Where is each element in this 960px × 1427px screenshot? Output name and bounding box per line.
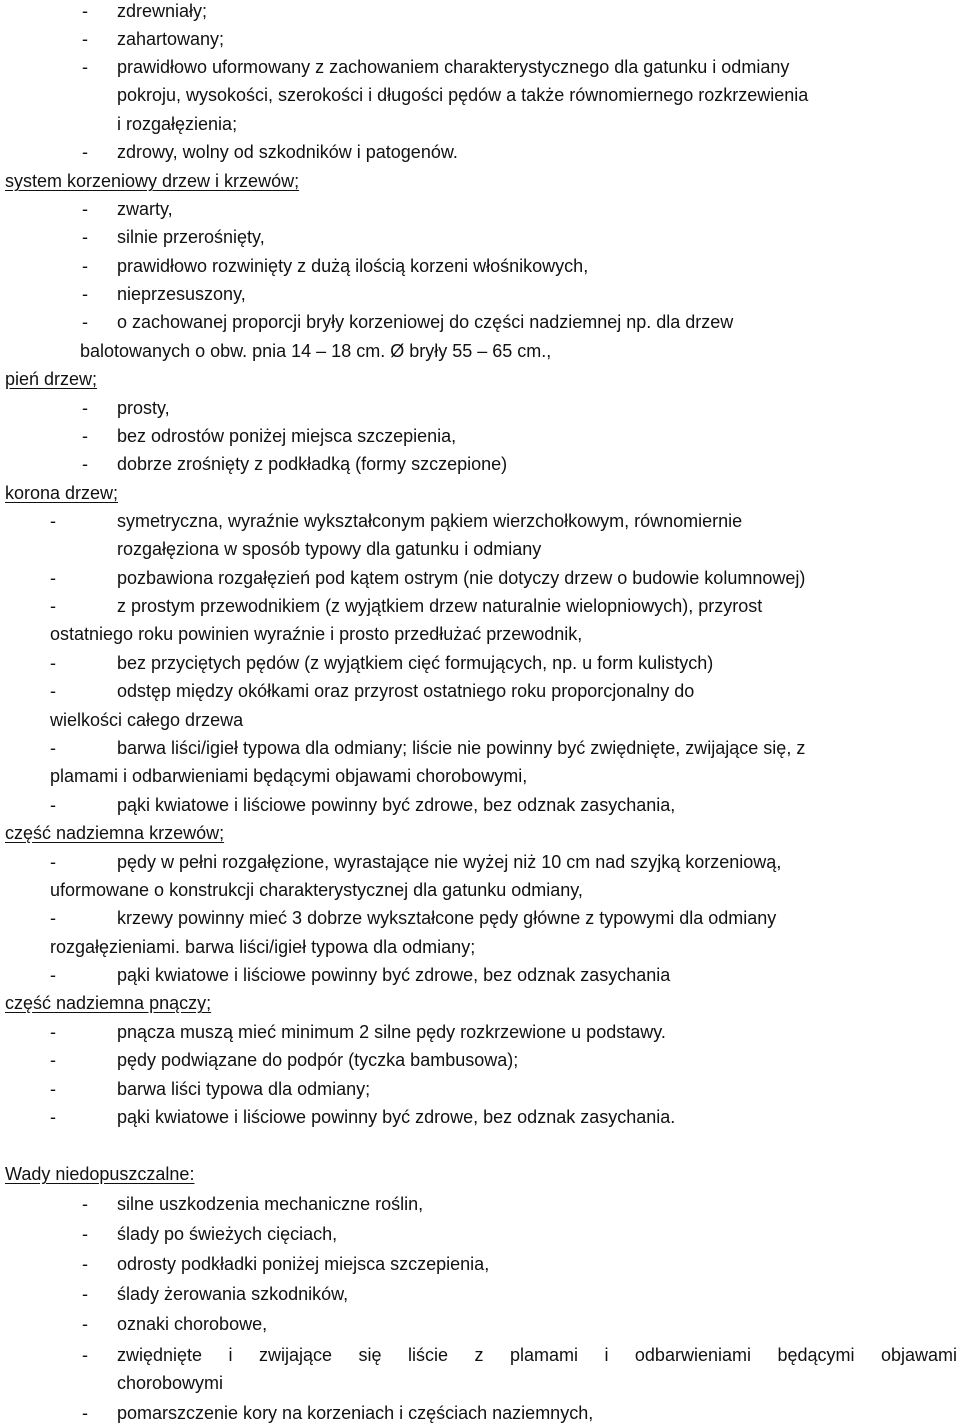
list-item: pędy w pełni rozgałęzione, wyrastające nie wyżej niż 10 cm nad szyjką korzeniową, bbox=[117, 852, 782, 872]
bullet: - bbox=[82, 1403, 88, 1423]
bullet: - bbox=[50, 653, 56, 673]
list-item: zdrewniały; bbox=[117, 1, 208, 21]
list-item: krzewy powinny mieć 3 dobrze wykształcone pędy główne z typowymi dla odmiany bbox=[117, 908, 777, 928]
bullet: - bbox=[82, 454, 88, 474]
section-heading-shrubs: część nadziemna krzewów; bbox=[5, 823, 225, 843]
word: odbarwieniami bbox=[634, 1345, 751, 1365]
list-item: silnie przerośnięty, bbox=[117, 227, 265, 247]
bullet: - bbox=[82, 1314, 88, 1334]
section-heading-climbers: część nadziemna pnączy; bbox=[5, 993, 212, 1013]
list-item-continuation: ostatniego roku powinien wyraźnie i prosto przedłużać przewodnik, bbox=[50, 624, 583, 644]
list-item: odrosty podkładki poniżej miejsca szczepienia, bbox=[117, 1254, 490, 1274]
list-item: odstęp między okółkami oraz przyrost ostatniego roku proporcjonalny do bbox=[117, 681, 695, 701]
bullet: - bbox=[82, 1254, 88, 1274]
list-item: barwa liści/igieł typowa dla odmiany; liście nie powinny być zwiędnięte, zwijające się, z bbox=[117, 738, 806, 758]
list-item: symetryczna, wyraźnie wykształconym pąkiem wierzchołkowym, równomiernie bbox=[117, 511, 743, 531]
bullet: - bbox=[50, 852, 56, 872]
bullet: - bbox=[82, 1284, 88, 1304]
word: się bbox=[358, 1345, 382, 1365]
bullet: - bbox=[82, 227, 88, 247]
list-item-continuation: rozgałęziona w sposób typowy dla gatunku i odmiany bbox=[117, 539, 542, 559]
list-item: zwarty, bbox=[117, 199, 173, 219]
bullet: - bbox=[50, 511, 56, 531]
bullet: - bbox=[82, 284, 88, 304]
list-item: ślady żerowania szkodników, bbox=[117, 1284, 349, 1304]
bullet: - bbox=[82, 312, 88, 332]
list-item: pąki kwiatowe i liściowe powinny być zdrowe, bez odznak zasychania. bbox=[117, 1107, 676, 1127]
word: i bbox=[228, 1345, 233, 1365]
list-item: nieprzesuszony, bbox=[117, 284, 246, 304]
word: zwijające bbox=[259, 1345, 333, 1365]
list-item: oznaki chorobowe, bbox=[117, 1314, 268, 1334]
bullet: - bbox=[82, 199, 88, 219]
word: plamami bbox=[509, 1345, 578, 1365]
bullet: - bbox=[50, 795, 56, 815]
word: liście bbox=[407, 1345, 448, 1365]
bullet: - bbox=[82, 426, 88, 446]
section-heading-crown: korona drzew; bbox=[5, 483, 119, 503]
list-item: o zachowanej proporcji bryły korzeniowej do części nadziemnej np. dla drzew bbox=[117, 312, 734, 332]
list-item: barwa liści typowa dla odmiany; bbox=[117, 1079, 371, 1099]
bullet: - bbox=[50, 1022, 56, 1042]
list-item: ślady po świeżych cięciach, bbox=[117, 1224, 338, 1244]
list-item-continuation: plamami i odbarwieniami będącymi objawami chorobowymi, bbox=[50, 766, 528, 786]
list-item: pomarszczenie kory na korzeniach i częściach naziemnych, bbox=[117, 1403, 594, 1423]
bullet: - bbox=[50, 681, 56, 701]
list-item: zahartowany; bbox=[117, 29, 225, 49]
bullet: - bbox=[50, 908, 56, 928]
list-item: dobrze zrośnięty z podkładką (formy szczepione) bbox=[117, 454, 508, 474]
word: będącymi bbox=[777, 1345, 855, 1365]
bullet: - bbox=[82, 29, 88, 49]
list-item: pnącza muszą mieć minimum 2 silne pędy rozkrzewione u podstawy. bbox=[117, 1022, 666, 1042]
bullet: - bbox=[50, 965, 56, 985]
bullet: - bbox=[82, 1, 88, 21]
section-heading-defects: Wady niedopuszczalne: bbox=[5, 1164, 195, 1184]
list-item: silne uszkodzenia mechaniczne roślin, bbox=[117, 1194, 424, 1214]
list-item: pąki kwiatowe i liściowe powinny być zdrowe, bez odznak zasychania bbox=[117, 965, 671, 985]
list-item-continuation: uformowane o konstrukcji charakterystycznej dla gatunku odmiany, bbox=[50, 880, 583, 900]
section-heading-root-system: system korzeniowy drzew i krzewów; bbox=[5, 171, 300, 191]
bullet: - bbox=[82, 142, 88, 162]
word: z bbox=[474, 1345, 484, 1365]
bullet: - bbox=[82, 1224, 88, 1244]
list-item-continuation: pokroju, wysokości, szerokości i długości pędów a także równomiernego rozkrzewienia bbox=[117, 85, 809, 105]
bullet: - bbox=[50, 1107, 56, 1127]
word: objawami bbox=[880, 1345, 957, 1365]
list-item: prawidłowo uformowany z zachowaniem charakterystycznego dla gatunku i odmiany bbox=[117, 57, 790, 77]
list-item-continuation: chorobowymi bbox=[117, 1373, 224, 1393]
bullet: - bbox=[82, 1345, 88, 1365]
bullet: - bbox=[82, 398, 88, 418]
bullet: - bbox=[50, 738, 56, 758]
list-item: pąki kwiatowe i liściowe powinny być zdrowe, bez odznak zasychania, bbox=[117, 795, 676, 815]
list-item-continuation: balotowanych o obw. pnia 14 – 18 cm. Ø bryły 55 – 65 cm., bbox=[80, 341, 552, 361]
word: zwiędnięte bbox=[117, 1345, 203, 1365]
word: i bbox=[604, 1345, 609, 1365]
list-item: prosty, bbox=[117, 398, 170, 418]
list-item: pozbawiona rozgałęzień pod kątem ostrym (nie dotyczy drzew o budowie kolumnowej) bbox=[117, 568, 806, 588]
bullet: - bbox=[82, 57, 88, 77]
list-item: z prostym przewodnikiem (z wyjątkiem drzew naturalnie wielopniowych), przyrost bbox=[117, 596, 763, 616]
list-item: prawidłowo rozwinięty z dużą ilością korzeni włośnikowych, bbox=[117, 256, 589, 276]
section-heading-trunk: pień drzew; bbox=[5, 369, 98, 389]
bullet: - bbox=[82, 1194, 88, 1214]
list-item-continuation: rozgałęzieniami. barwa liści/igieł typowa dla odmiany; bbox=[50, 937, 476, 957]
list-item: pędy podwiązane do podpór (tyczka bambusowa); bbox=[117, 1050, 519, 1070]
list-item: bez odrostów poniżej miejsca szczepienia, bbox=[117, 426, 457, 446]
list-item-continuation: wielkości całego drzewa bbox=[50, 710, 244, 730]
list-item: zdrowy, wolny od szkodników i patogenów. bbox=[117, 142, 458, 162]
bullet: - bbox=[50, 1079, 56, 1099]
list-item: bez przyciętych pędów (z wyjątkiem cięć formujących, np. u form kulistych) bbox=[117, 653, 714, 673]
list-item-continuation: i rozgałęzienia; bbox=[117, 114, 238, 134]
bullet: - bbox=[82, 256, 88, 276]
bullet: - bbox=[50, 1050, 56, 1070]
bullet: - bbox=[50, 568, 56, 588]
list-item-justified bbox=[117, 1341, 957, 1369]
bullet: - bbox=[50, 596, 56, 616]
